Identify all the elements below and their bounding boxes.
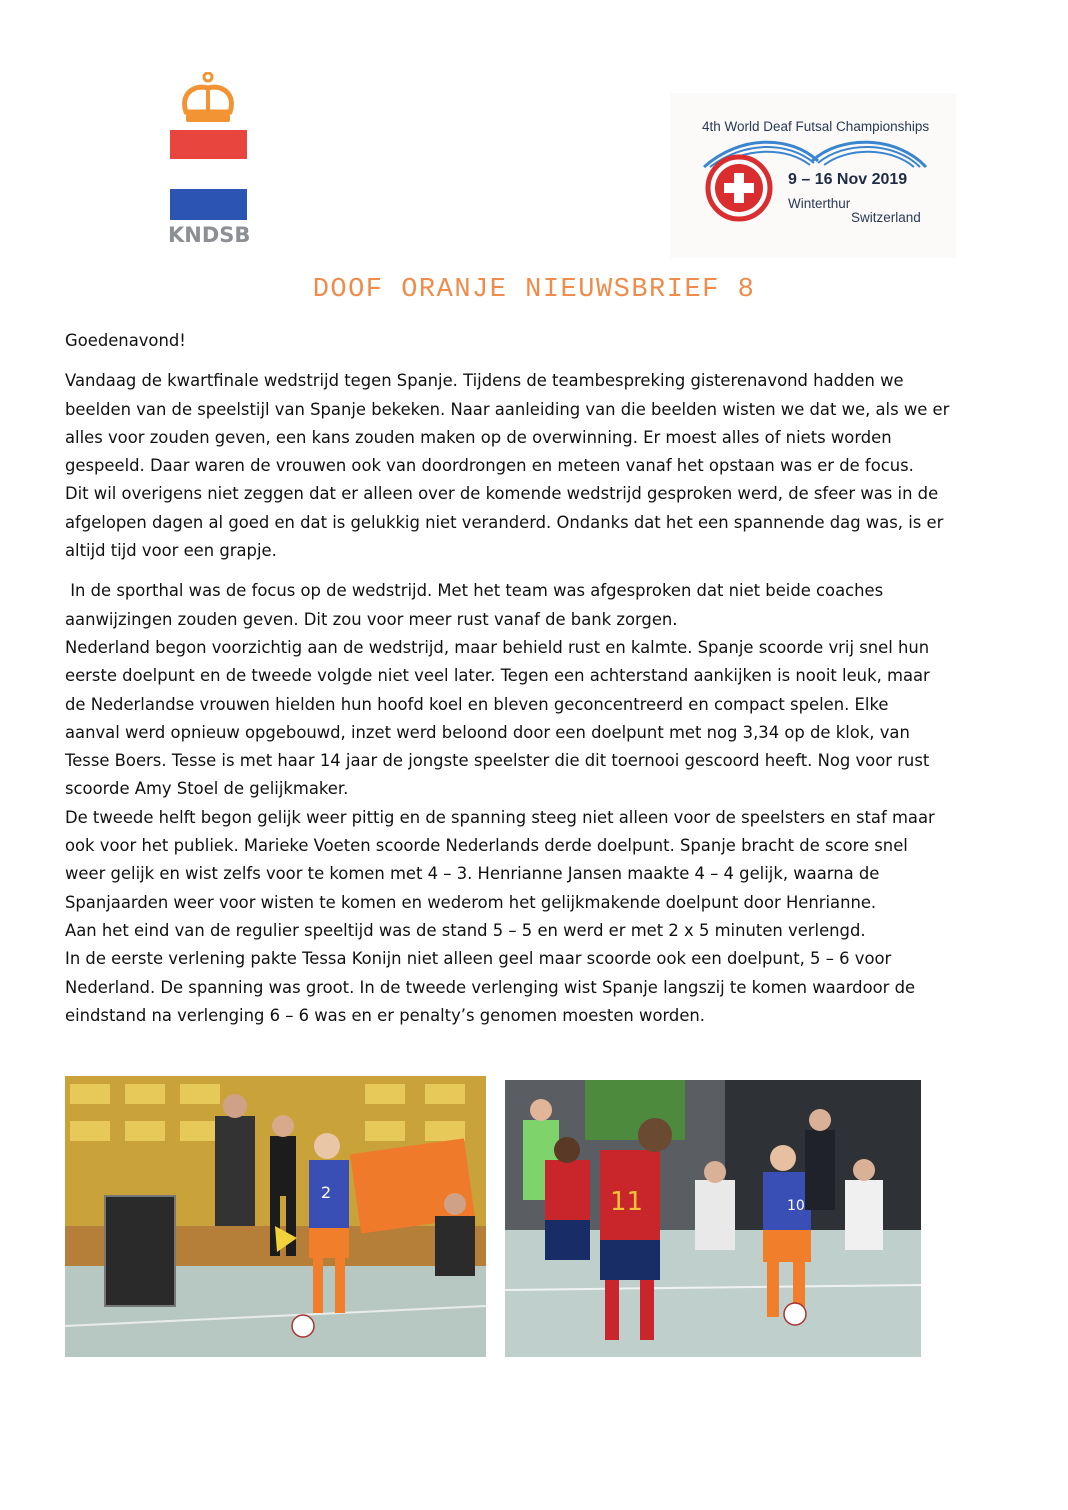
championship-logo bbox=[670, 93, 956, 258]
text-line: Nederland begon voorzichtig aan de wedstrijd, maar behield rust en kalmte. Spanje scoorde vrij snel hun bbox=[65, 637, 930, 657]
newsletter-body bbox=[65, 327, 1015, 1030]
text-line: In de sporthal was de focus op de wedstrijd. Met het team was afgesproken dat niet beide coaches bbox=[65, 581, 884, 601]
kndsb-wordmark: KNDSB bbox=[168, 223, 251, 247]
text-line: gespeeld. Daar waren de vrouwen ook van doordrongen en meteen vanaf het opstaan was er de focus. bbox=[65, 456, 914, 476]
player-number: 2 bbox=[321, 1183, 332, 1202]
paragraph-2 bbox=[65, 577, 1015, 1030]
text-line: altijd tijd voor een grapje. bbox=[65, 541, 277, 561]
text-line: de Nederlandse vrouwen hielden hun hoofd koel en bleven geconcentreerd en compact spelen. Elke bbox=[65, 694, 889, 714]
text-line: scoorde Amy Stoel de gelijkmaker. bbox=[65, 779, 349, 799]
kndsb-logo bbox=[168, 72, 250, 250]
championship-dates: 9 – 16 Nov 2019 bbox=[788, 171, 908, 188]
futsal-photo-icon bbox=[505, 1080, 921, 1357]
text-line: aanval werd opnieuw opgebouwd, inzet werd beloond door een doelpunt met nog 3,34 op de klok, van bbox=[65, 722, 910, 742]
flag-red-bar bbox=[170, 130, 247, 159]
match-photo-left bbox=[65, 1076, 486, 1357]
championship-city: Winterthur bbox=[788, 196, 851, 211]
text-line: afgelopen dagen al goed en dat is gelukkig niet veranderd. Ondanks dat het een spannende dag was, is er bbox=[65, 512, 944, 532]
swiss-cross-seal-icon bbox=[704, 153, 774, 223]
text-line: Nederland. De spanning was groot. In de tweede verlenging wist Spanje langszij te komen waardoor de bbox=[65, 977, 916, 997]
championship-title: 4th World Deaf Futsal Championships bbox=[702, 119, 930, 134]
text-line: eindstand na verlenging 6 – 6 was en er penalty’s genomen moesten worden. bbox=[65, 1005, 706, 1025]
text-line: Aan het eind van de regulier speeltijd was de stand 5 – 5 en werd er met 2 x 5 minuten verlengd. bbox=[65, 920, 866, 940]
championship-country: Switzerland bbox=[851, 210, 921, 225]
text-line: aanwijzingen zouden geven. Dit zou voor meer rust vanaf de bank zorgen. bbox=[65, 609, 678, 629]
match-photo-right bbox=[505, 1080, 921, 1357]
newsletter-title: DOOF ORANJE NIEUWSBRIEF 8 bbox=[312, 275, 756, 305]
text-line: Dit wil overigens niet zeggen dat er alleen over de komende wedstrijd gesproken werd, de sfeer was in de bbox=[65, 484, 939, 504]
dutch-player-number: 10 bbox=[787, 1198, 805, 1214]
flag-blue-bar bbox=[170, 189, 247, 220]
paragraph-1 bbox=[65, 367, 1015, 565]
text-line: Spanjaarden weer voor wisten te komen en wederom het gelijkmakende doelpunt door Henrianne. bbox=[65, 892, 877, 912]
text-line: weer gelijk en wist zelfs voor te komen met 4 – 3. Henrianne Jansen maakte 4 – 4 gelijk, waarna de bbox=[65, 864, 880, 884]
greeting: Goedenavond! bbox=[65, 331, 186, 350]
crown-icon bbox=[178, 72, 238, 128]
text-line: alles voor zouden geven, een kans zouden maken op de overwinning. Er moest alles of niets worden bbox=[65, 427, 892, 447]
text-line: Vandaag de kwartfinale wedstrijd tegen Spanje. Tijdens de teambespreking gisterenavond hadden we bbox=[65, 371, 904, 391]
spain-player-number: 11 bbox=[610, 1187, 644, 1217]
text-line: ook voor het publiek. Marieke Voeten scoorde Nederlands derde doelpunt. Spanje bracht de score snel bbox=[65, 836, 908, 856]
text-line: Tesse Boers. Tesse is met haar 14 jaar de jongste speelster die dit toernooi gescoord heeft. Nog voor rust bbox=[65, 751, 930, 771]
text-line: De tweede helft begon gelijk weer pittig en de spanning steeg niet alleen voor de speelsters en staf maar bbox=[65, 807, 935, 827]
text-line: eerste doelpunt en de tweede volgde niet veel later. Tegen een achterstand aankijken is nooit leuk, maar bbox=[65, 666, 930, 686]
futsal-photo-icon bbox=[65, 1076, 486, 1357]
text-line: In de eerste verlening pakte Tessa Konijn niet alleen geel maar scoorde ook een doelpunt, 5 – 6 voor bbox=[65, 949, 892, 969]
text-line: beelden van de speelstijl van Spanje bekeken. Naar aanleiding van die beelden wisten we dat we, als we er bbox=[65, 399, 950, 419]
